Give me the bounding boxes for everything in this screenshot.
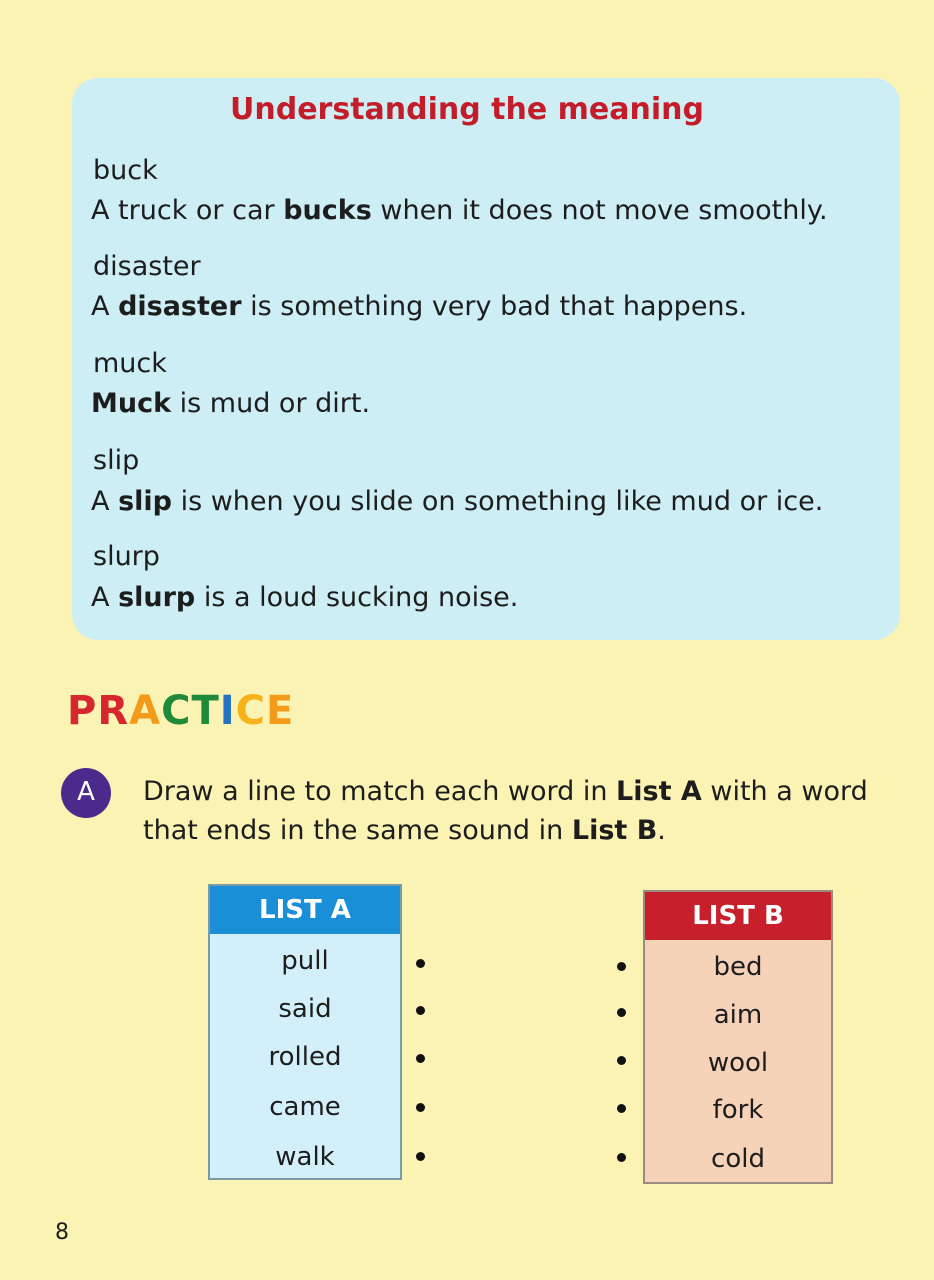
entry-def-disaster: A disaster is something very bad that happens. <box>91 291 748 322</box>
list-b-item: bed <box>713 952 763 982</box>
practice-letter: C <box>161 688 192 734</box>
entry-word-disaster: disaster <box>93 251 201 282</box>
list-b-item: wool <box>707 1048 769 1078</box>
list-a-item: pull <box>281 946 329 976</box>
list-b-dot[interactable] <box>617 1104 626 1113</box>
list-b <box>643 890 833 1184</box>
exercise-badge: A <box>61 768 111 818</box>
entry-def-slurp: A slurp is a loud sucking noise. <box>91 582 519 613</box>
meaning-title: Understanding the meaning <box>230 92 704 127</box>
list-a-dot[interactable] <box>416 1152 425 1161</box>
list-b-dot[interactable] <box>617 962 626 971</box>
entry-def-buck: A truck or car bucks when it does not move smoothly. <box>91 195 828 226</box>
practice-letter: T <box>191 688 220 734</box>
meaning-box <box>72 78 900 640</box>
practice-letter: R <box>97 688 130 734</box>
entry-def-muck: Muck is mud or dirt. <box>91 388 371 419</box>
exercise-instruction-line1: Draw a line to match each word in List A with a word <box>143 776 868 807</box>
practice-heading <box>67 688 294 734</box>
list-b-dot[interactable] <box>617 1153 626 1162</box>
list-a-item: rolled <box>268 1042 342 1072</box>
practice-letter: E <box>266 688 295 734</box>
list-a-item: came <box>269 1092 341 1122</box>
list-b-item: aim <box>713 1000 763 1030</box>
entry-word-slurp: slurp <box>93 541 160 572</box>
list-a-dot[interactable] <box>416 1006 425 1015</box>
list-b-item: fork <box>712 1095 764 1125</box>
entry-def-slip: A slip is when you slide on something like mud or ice. <box>91 486 824 517</box>
list-a-item: walk <box>275 1142 335 1172</box>
entry-word-muck: muck <box>93 348 167 379</box>
list-b-dot[interactable] <box>617 1008 626 1017</box>
entry-word-slip: slip <box>93 445 140 476</box>
list-b-title: LIST B <box>645 892 831 940</box>
list-b-item: cold <box>711 1144 765 1174</box>
practice-letter: I <box>219 688 236 734</box>
practice-letter: C <box>235 688 267 734</box>
exercise-instruction-line2: that ends in the same sound in List B. <box>143 815 666 846</box>
list-a-dot[interactable] <box>416 1103 425 1112</box>
entry-word-buck: buck <box>93 155 158 186</box>
list-a-dot[interactable] <box>416 1054 425 1063</box>
list-a-dot[interactable] <box>416 959 425 968</box>
page-number: 8 <box>55 1220 69 1245</box>
practice-letter: A <box>129 688 162 734</box>
list-a-item: said <box>278 994 332 1024</box>
list-a <box>208 884 402 1180</box>
practice-letter: P <box>67 688 98 734</box>
list-a-title: LIST A <box>210 886 400 934</box>
list-b-dot[interactable] <box>617 1056 626 1065</box>
